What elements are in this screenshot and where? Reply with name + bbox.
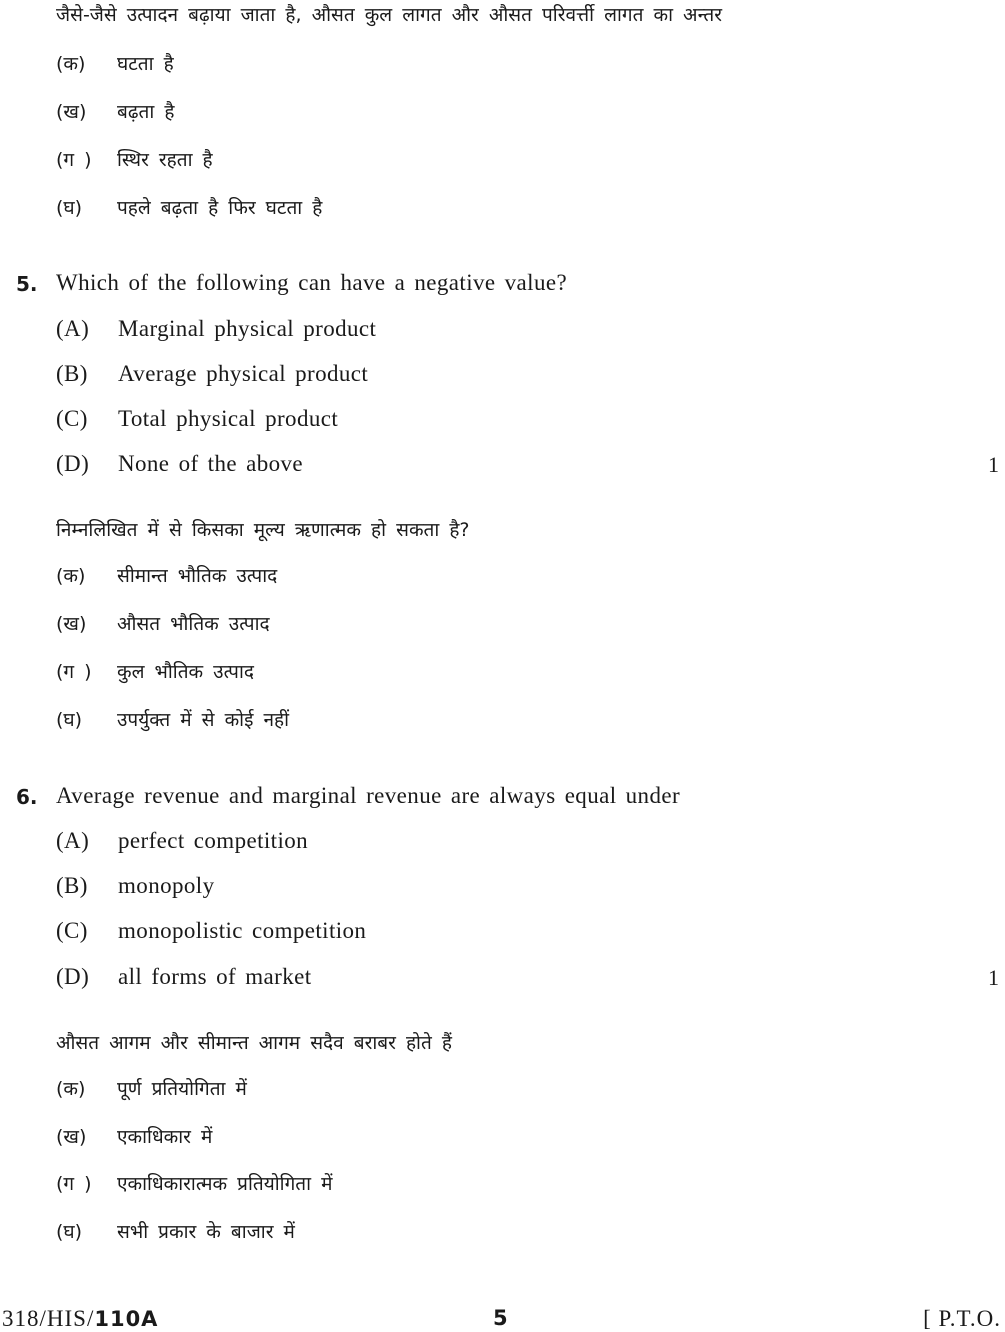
- option-label: (ख): [56, 1126, 87, 1148]
- option-text: monopoly: [118, 873, 215, 898]
- option-text: Marginal physical product: [118, 316, 377, 341]
- paper-code-prefix: 318/HIS/: [2, 1306, 95, 1331]
- option-text: स्थिर रहता है: [117, 149, 213, 171]
- option-label: (घ): [56, 709, 83, 731]
- question-5-number: 5.: [16, 272, 38, 296]
- option-text: उपर्युक्त में से कोई नहीं: [117, 709, 289, 731]
- option-label: (D): [56, 964, 90, 989]
- option-label: (C): [56, 918, 88, 943]
- option-text: औसत भौतिक उत्पाद: [117, 613, 270, 635]
- option-label: (क): [56, 1078, 86, 1100]
- page-number: 5: [493, 1306, 508, 1330]
- option-text: सभी प्रकार के बाजार में: [117, 1221, 295, 1243]
- option-label: (क): [56, 53, 86, 75]
- question-6-marks: 1: [988, 965, 999, 990]
- option-text: पूर्ण प्रतियोगिता में: [117, 1078, 247, 1100]
- option-text: कुल भौतिक उत्पाद: [117, 661, 254, 683]
- option-text: Average physical product: [118, 361, 369, 386]
- option-label: (A): [56, 828, 90, 853]
- option-text: None of the above: [118, 451, 304, 476]
- option-text: सीमान्त भौतिक उत्पाद: [117, 565, 278, 587]
- option-text: पहले बढ़ता है फिर घटता है: [117, 197, 323, 219]
- question-5-hindi-stem: निम्नलिखित में से किसका मूल्य ऋणात्मक हो सकता है?: [56, 519, 470, 541]
- option-text: Total physical product: [118, 406, 339, 431]
- footer-paper-code: [2, 1306, 158, 1332]
- option-text: बढ़ता है: [117, 101, 175, 123]
- pto-label: [ P.T.O.: [923, 1306, 1001, 1331]
- option-label: (D): [56, 451, 90, 476]
- option-label: (क): [56, 565, 86, 587]
- option-text: monopolistic competition: [118, 918, 367, 943]
- option-text: एकाधिकार में: [117, 1126, 213, 1148]
- option-text: एकाधिकारात्मक प्रतियोगिता में: [117, 1173, 333, 1195]
- option-text: घटता है: [117, 53, 174, 75]
- option-label: (C): [56, 406, 88, 431]
- question-6-hindi-stem: औसत आगम और सीमान्त आगम सदैव बराबर होते हैं: [56, 1032, 452, 1054]
- question-6-stem: Average revenue and marginal revenue are always equal under: [56, 783, 681, 808]
- option-label: (घ): [56, 1221, 83, 1243]
- option-label: (ग ): [56, 661, 92, 683]
- option-label: (ग ): [56, 149, 92, 171]
- paper-code-bold: 110A: [94, 1307, 159, 1331]
- prev-question-hindi-stem: जैसे-जैसे उत्पादन बढ़ाया जाता है, औसत कुल लागत और औसत परिवर्त्ती लागत का अन्तर: [56, 4, 723, 26]
- option-label: (B): [56, 361, 88, 386]
- option-label: (घ): [56, 197, 83, 219]
- option-text: all forms of market: [118, 964, 312, 989]
- option-label: (ख): [56, 101, 87, 123]
- option-label: (A): [56, 316, 90, 341]
- option-label: (ग ): [56, 1173, 92, 1195]
- option-text: perfect competition: [118, 828, 309, 853]
- question-5-marks: 1: [988, 452, 999, 477]
- option-label: (ख): [56, 613, 87, 635]
- question-5-stem: Which of the following can have a negative value?: [56, 270, 568, 295]
- question-6-number: 6.: [16, 785, 38, 809]
- option-label: (B): [56, 873, 88, 898]
